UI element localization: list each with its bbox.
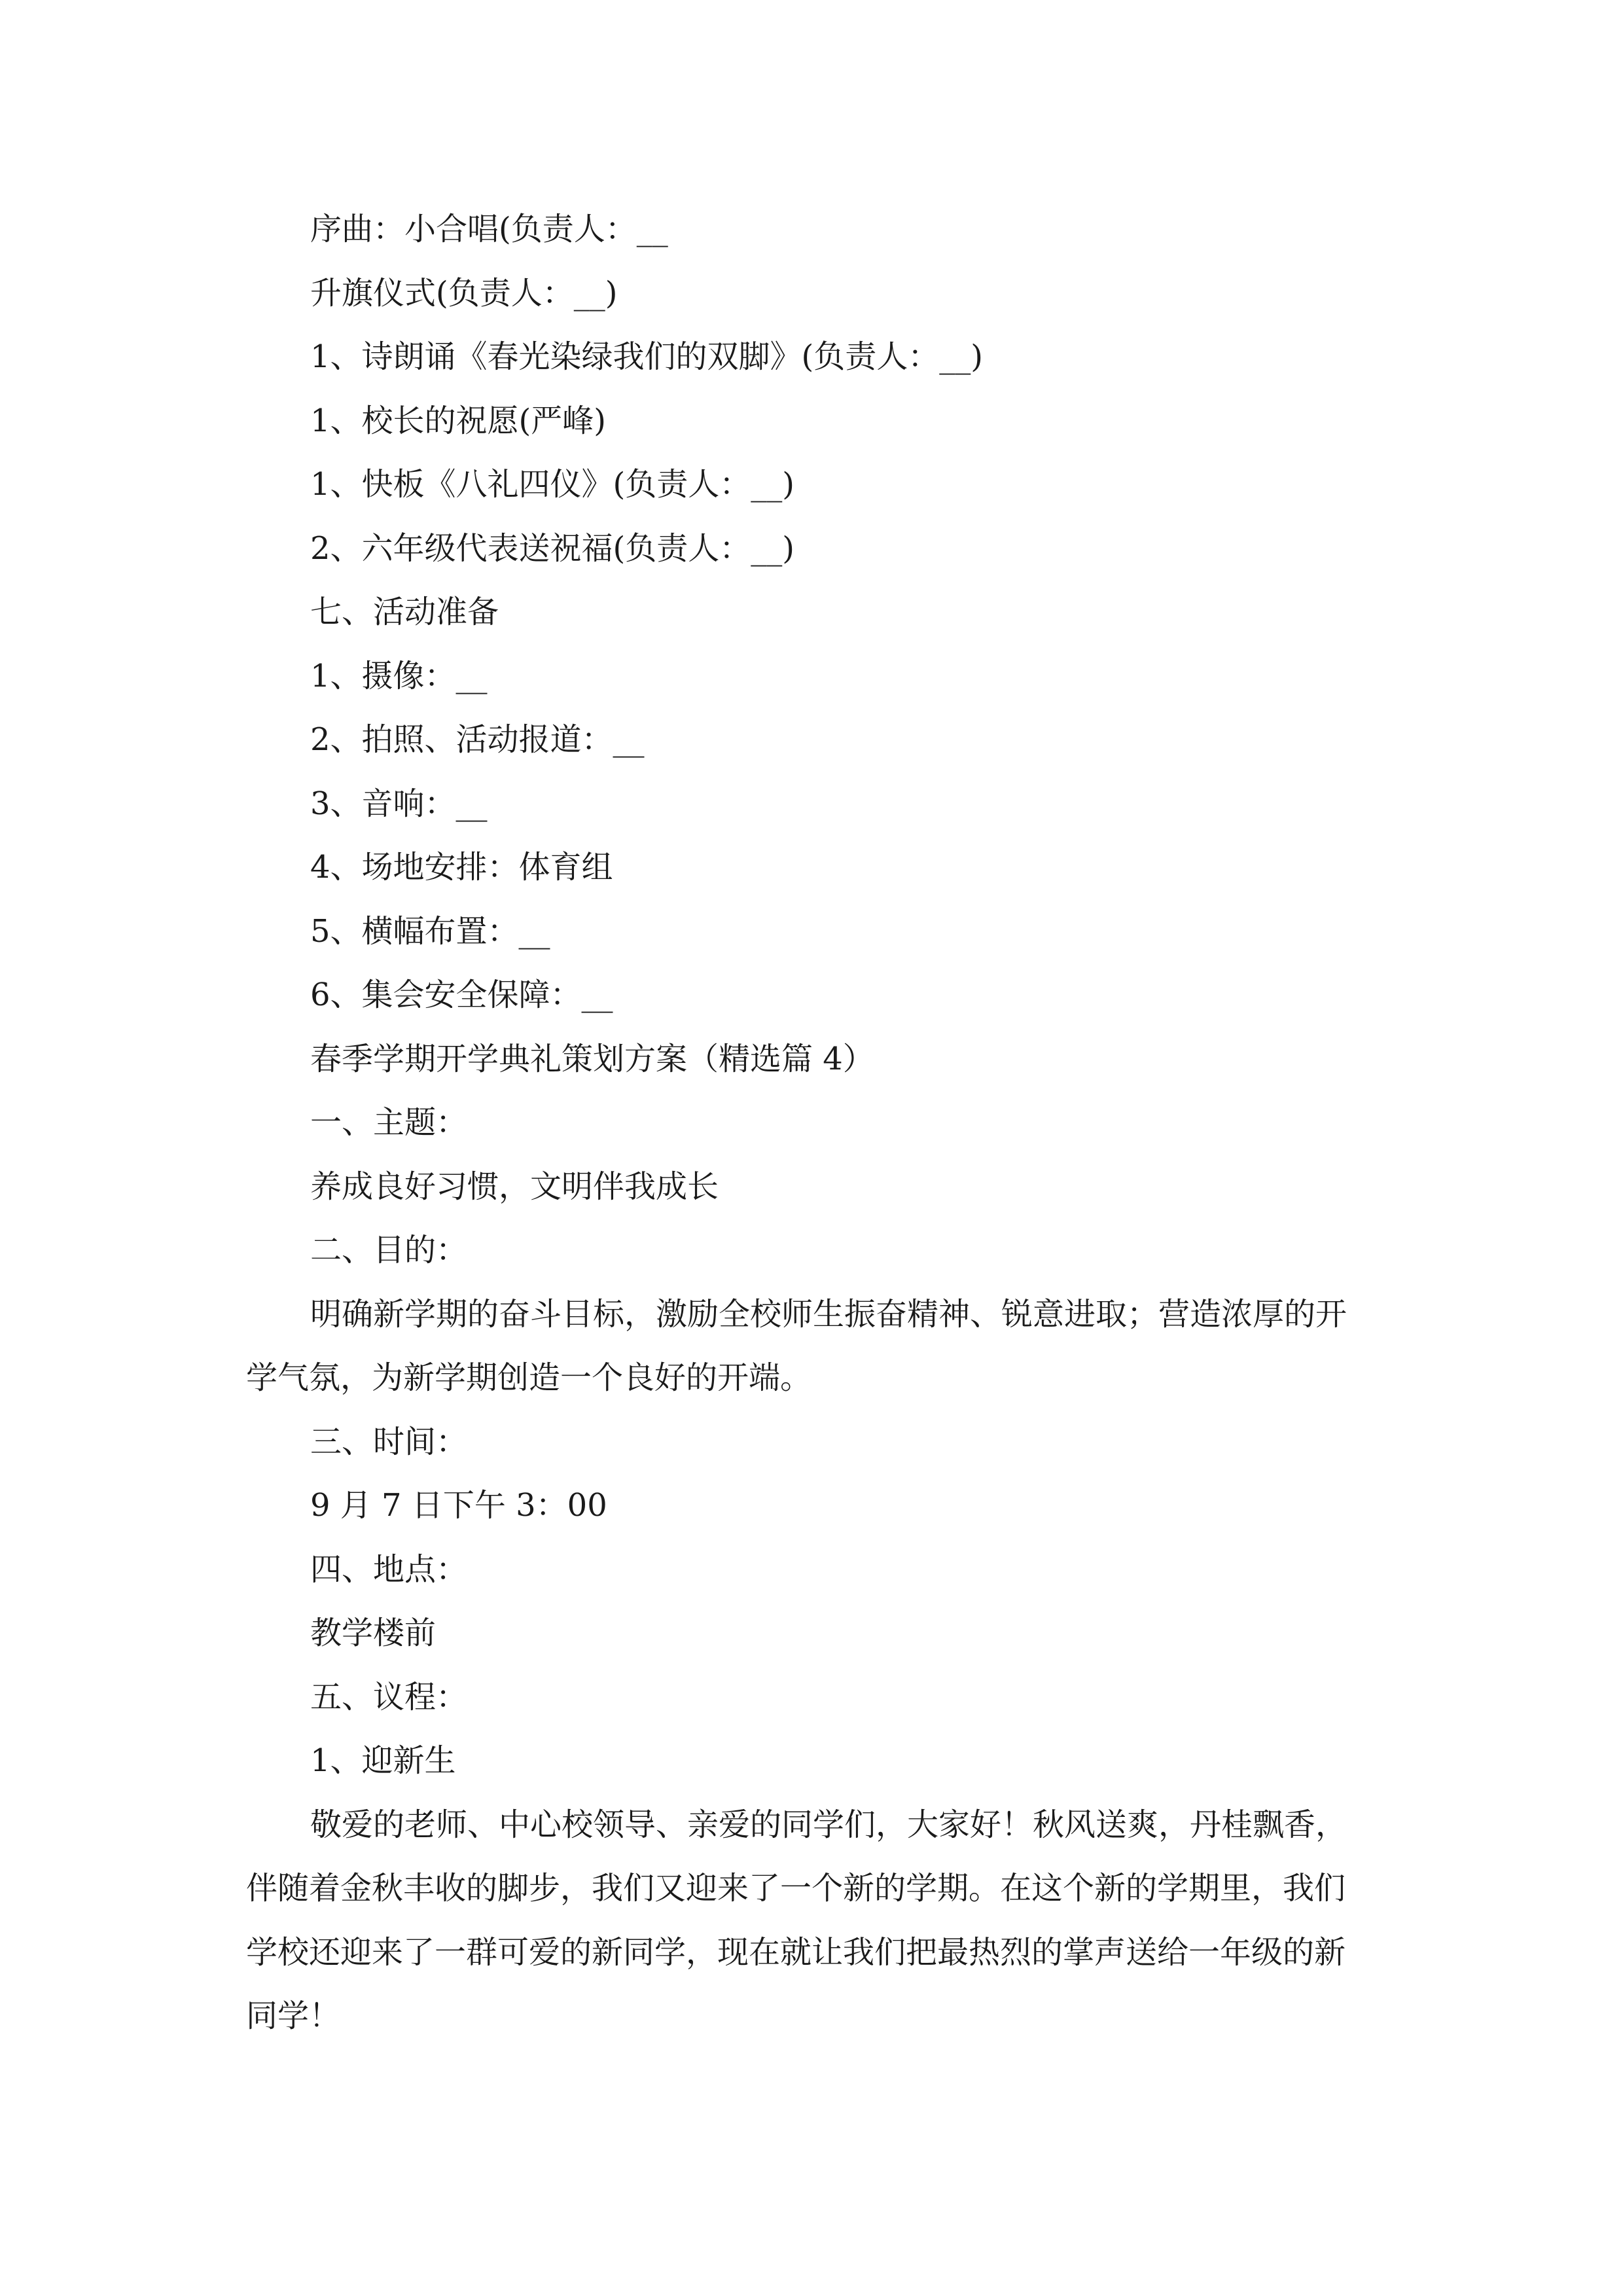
paragraph-continuation: 学气氛，为新学期创造一个良好的开端。 bbox=[246, 1359, 812, 1396]
text-line: 2、六年级代表送祝福(负责人：__) bbox=[310, 529, 794, 567]
text-line: 4、场地安排：体育组 bbox=[310, 849, 613, 886]
text-line: 1、摄像：__ bbox=[310, 657, 488, 694]
section-heading: 二、目的： bbox=[310, 1232, 468, 1268]
paragraph-continuation: 伴随着金秋丰收的脚步，我们又迎来了一个新的学期。在这个新的学期里，我们 bbox=[246, 1870, 1346, 1907]
text-line: 教学楼前 bbox=[310, 1615, 437, 1651]
text-line: 升旗仪式(负责人：__) bbox=[310, 274, 618, 312]
text-line: 序曲：小合唱(负责人：__ bbox=[310, 211, 668, 247]
text-line: 1、快板《八礼四仪》(负责人：__) bbox=[310, 466, 794, 503]
text-line: 1、校长的祝愿(严峰) bbox=[310, 402, 606, 439]
paragraph-line: 明确新学期的奋斗目标，激励全校师生振奋精神、锐意进取；营造浓厚的开 bbox=[310, 1295, 1347, 1333]
document-section-title: 春季学期开学典礼策划方案（精选篇 4） bbox=[310, 1040, 874, 1077]
section-heading: 四、地点： bbox=[310, 1551, 468, 1588]
section-heading: 五、议程： bbox=[310, 1678, 468, 1715]
paragraph-continuation: 学校还迎来了一群可爱的新同学，现在就让我们把最热烈的掌声送给一年级的新 bbox=[246, 1933, 1346, 1971]
text-line: 6、集会安全保障：__ bbox=[310, 977, 613, 1013]
text-line: 3、音响：__ bbox=[310, 785, 488, 822]
section-heading: 三、时间： bbox=[310, 1423, 468, 1460]
section-heading: 七、活动准备 bbox=[310, 594, 499, 630]
text-line: 1、迎新生 bbox=[310, 1742, 456, 1779]
paragraph-continuation: 同学！ bbox=[246, 1998, 341, 2034]
paragraph-line: 敬爱的老师、中心校领导、亲爱的同学们，大家好！秋风送爽，丹桂飘香， bbox=[310, 1806, 1347, 1843]
section-heading: 一、主题： bbox=[310, 1104, 468, 1141]
text-line: 1、诗朗诵《春光染绿我们的双脚》(负责人：__) bbox=[310, 338, 983, 375]
text-line: 5、横幅布置：__ bbox=[310, 912, 550, 950]
text-line: 9 月 7 日下午 3：00 bbox=[310, 1487, 607, 1524]
document-body bbox=[246, 198, 1385, 2049]
text-line: 养成良好习惯，文明伴我成长 bbox=[310, 1168, 719, 1205]
text-line: 2、拍照、活动报道：__ bbox=[310, 721, 645, 758]
